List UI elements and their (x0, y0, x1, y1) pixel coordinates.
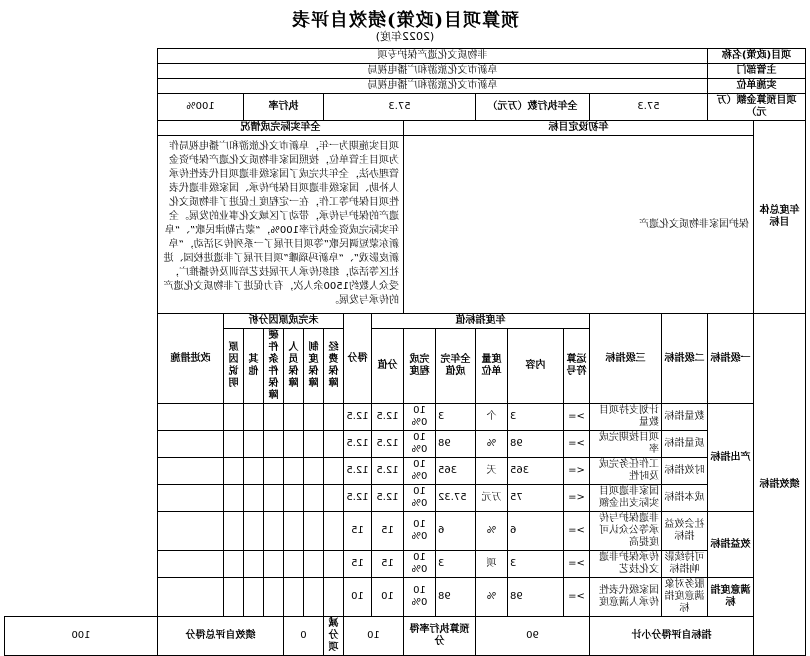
reason-cell (323, 431, 343, 458)
deduct-label: 减分项 (323, 617, 343, 656)
actual-cell: 98 (435, 578, 475, 617)
exec-score-value: 10 (343, 617, 403, 656)
reason-cell (243, 551, 263, 578)
total-value: 100 (5, 617, 158, 656)
op-header: 运算符号 (563, 329, 589, 404)
reason-cell (303, 404, 323, 431)
reason-cell (323, 551, 343, 578)
reason-cell (283, 404, 303, 431)
level1-satisfaction: 满意度指标 (707, 578, 753, 617)
reason-cell (263, 578, 283, 617)
reason-cell (303, 512, 323, 551)
reason-group-header: 未完成原因分析 (223, 314, 343, 329)
deduct-value: 0 (283, 617, 323, 656)
evaluation-table (4, 48, 806, 656)
row-dept (5, 64, 806, 79)
unit-cell: % (475, 578, 507, 617)
weight-header: 分值 (371, 329, 403, 404)
weight-cell: 15 (371, 512, 403, 551)
reason-cell (323, 578, 343, 617)
table-row (5, 485, 806, 512)
reason-cell (303, 431, 323, 458)
reason-cell (323, 458, 343, 485)
completion-cell: 100% (403, 551, 435, 578)
actual-cell: 57.32 (435, 485, 475, 512)
completion-cell: 100% (403, 431, 435, 458)
table-row (5, 458, 806, 485)
unit-label: 实施单位 (707, 79, 805, 94)
reason-staff-header: 人员保障 (283, 329, 303, 404)
dept-value: 阜新市文化旅游和广播电视局 (157, 64, 707, 79)
table-row (5, 551, 806, 578)
op-cell: <= (563, 485, 589, 512)
op-cell: >= (563, 512, 589, 551)
score-cell: 12.5 (343, 404, 371, 431)
reason-cell (263, 404, 283, 431)
reason-cell (243, 431, 263, 458)
content-cell: 75 (507, 485, 563, 512)
unit-cell: 项 (475, 551, 507, 578)
completion-header-cell: 完成程度 (403, 329, 435, 404)
level2-cell: 可持续影响指标 (661, 551, 707, 578)
reason-cell (323, 512, 343, 551)
actual-label: 全年执行数（万元） (475, 94, 589, 121)
weight-cell: 12.5 (371, 458, 403, 485)
actual-cell: 365 (435, 458, 475, 485)
content-cell: 3 (507, 551, 563, 578)
unit-cell: 个 (475, 404, 507, 431)
reason-cell (243, 458, 263, 485)
level3-header: 三级指标 (589, 314, 661, 404)
completion-text: 项目实施期为一年，阜新市文化旅游和广播电视局作为项目主管单位，按照国家非物质文化遗产保护资金管理办法，全年共完成了国家级非遗项目代表性传承人补助、国家级非遗项目保护传承、国家级非遗代表性项目保护等工作，在一定程度上促进了非物质文化遗产的保护与传承，带动了区域文化事业的发展。全年实际完成资金执行率100%，“蒙古勒津民歌”、“阜新东蒙短调民歌”等项目开展了一系列传习活动，“阜新皮影戏”、“阜新玛瑙雕”项目开展了非遗进校园、进社区等活动，组织传承人开展技艺培训及传播推广，受众人数约1500余人次，有力促进了非物质文化遗产的传承与发展。 (157, 136, 403, 314)
level2-cell: 数量指标 (661, 404, 707, 431)
table-row (5, 404, 806, 431)
score-cell: 12.5 (343, 431, 371, 458)
budget-value: 57.3 (589, 94, 707, 121)
score-cell: 12.5 (343, 485, 371, 512)
reason-cell (303, 458, 323, 485)
row-unit (5, 79, 806, 94)
content-header: 内容 (507, 329, 563, 404)
weight-cell: 10 (371, 578, 403, 617)
actual-cell: 3 (435, 404, 475, 431)
reason-cell (303, 578, 323, 617)
level3-cell: 国家非遗项目实际支出金额 (589, 485, 661, 512)
weight-cell: 12.5 (371, 485, 403, 512)
reason-cell (323, 485, 343, 512)
measures-cell (157, 458, 223, 485)
measures-cell (157, 404, 223, 431)
reason-cell (243, 578, 263, 617)
weight-cell: 15 (371, 551, 403, 578)
reason-cell (263, 512, 283, 551)
level1-effect: 效益指标 (707, 512, 753, 578)
content-cell: 3 (507, 404, 563, 431)
measures-cell (157, 431, 223, 458)
level1-output: 产出指标 (707, 404, 753, 512)
row-budget (5, 94, 806, 121)
reason-cell (283, 512, 303, 551)
unit-cell: % (475, 512, 507, 551)
reason-cell (223, 512, 243, 551)
row-indicator-head-1 (5, 314, 806, 329)
page-subtitle: (2022年度) (375, 30, 435, 43)
level3-cell: 项目按期完成率 (589, 431, 661, 458)
unit-value: 阜新市文化旅游和广播电视局 (157, 79, 707, 94)
reason-cell (263, 458, 283, 485)
reason-cell (223, 458, 243, 485)
actual-value: 57.3 (323, 94, 475, 121)
level2-cell: 成本指标 (661, 485, 707, 512)
planned-goal-text: 保护国家非物质文化遗产 (403, 136, 753, 314)
annual-goal-label: 年度总体目标 (754, 121, 806, 314)
reason-cell (283, 551, 303, 578)
reason-cell (243, 512, 263, 551)
reason-cell (223, 485, 243, 512)
actual-cell: 6 (435, 512, 475, 551)
op-cell: >= (563, 578, 589, 617)
actual-header: 全年完成值 (435, 329, 475, 404)
actual-cell: 98 (435, 431, 475, 458)
table-row (5, 578, 806, 617)
level3-cell: 国家级代表性传承人满意度 (589, 578, 661, 617)
row-footer (5, 617, 806, 656)
level2-cell: 质量指标 (661, 431, 707, 458)
reason-cell (243, 404, 263, 431)
score-header: 得分 (343, 314, 371, 404)
reason-system-header: 制度保障 (303, 329, 323, 404)
reason-cell (223, 578, 243, 617)
subtotal-value: 90 (475, 617, 589, 656)
content-cell: 6 (507, 512, 563, 551)
level2-cell: 服务对象满意度指标 (661, 578, 707, 617)
completion-cell: 100% (403, 458, 435, 485)
score-cell: 15 (343, 512, 371, 551)
unit-cell: 万元 (475, 485, 507, 512)
level3-cell: 非遗保护与传承等公众认可度提高 (589, 512, 661, 551)
measures-cell (157, 485, 223, 512)
unit-header: 度量单位 (475, 329, 507, 404)
reason-cell (303, 485, 323, 512)
reason-funding-header: 经费保障 (323, 329, 343, 404)
content-cell: 365 (507, 458, 563, 485)
row-goal-text (5, 136, 806, 314)
reason-cell (223, 404, 243, 431)
score-cell: 10 (343, 578, 371, 617)
row-project-name (5, 49, 806, 64)
budget-label: 项目预算金额（万元） (707, 94, 805, 121)
reason-cell (283, 431, 303, 458)
project-name-label: 项目(政策)名称 (707, 49, 805, 64)
indicators-section-label: 绩效指标 (754, 314, 806, 656)
exec-score-label: 预算执行率得分 (403, 617, 475, 656)
completion-header: 全年实际完成情况 (157, 121, 403, 136)
measures-header: 改进措施 (157, 314, 223, 404)
reason-cell (283, 578, 303, 617)
page-title: 预算项目(政策)绩效自评表 (290, 10, 520, 31)
reason-cell (283, 458, 303, 485)
unit-cell: 天 (475, 458, 507, 485)
content-cell: 98 (507, 578, 563, 617)
level1-header: 一级指标 (707, 314, 753, 404)
actual-cell: 3 (435, 551, 475, 578)
reason-cell (283, 485, 303, 512)
level3-cell: 工作任务完成及时性 (589, 458, 661, 485)
op-cell: >= (563, 431, 589, 458)
score-cell: 15 (343, 551, 371, 578)
level2-cell: 时效指标 (661, 458, 707, 485)
reason-other-header: 其他 (243, 329, 263, 404)
score-cell: 12.5 (343, 458, 371, 485)
planned-goal-header: 年初设定目标 (403, 121, 753, 136)
reason-cell (223, 551, 243, 578)
reason-cell (243, 485, 263, 512)
reason-cell (263, 431, 283, 458)
level3-cell: 计划支持项目数量 (589, 404, 661, 431)
reason-cell (263, 551, 283, 578)
rate-label: 执行率 (243, 94, 323, 121)
weight-cell: 12.5 (371, 404, 403, 431)
weight-cell: 12.5 (371, 431, 403, 458)
reason-hardware-header: 硬件条件保障 (263, 329, 283, 404)
op-cell: >= (563, 404, 589, 431)
rate-value: 100% (157, 94, 243, 121)
target-group-header: 年度指标值 (371, 314, 589, 329)
completion-cell: 100% (403, 512, 435, 551)
table-row (5, 431, 806, 458)
reason-note-header: 原因说明 (223, 329, 243, 404)
op-cell: >= (563, 551, 589, 578)
content-cell: 98 (507, 431, 563, 458)
measures-cell (157, 578, 223, 617)
subtotal-label: 指标自评得分小计 (589, 617, 753, 656)
reason-cell (263, 485, 283, 512)
table-row (5, 512, 806, 551)
row-goal-headers (5, 121, 806, 136)
reason-cell (303, 551, 323, 578)
project-name-value: 非物质文化遗产保护专项 (157, 49, 707, 64)
level2-header: 二级指标 (661, 314, 707, 404)
level2-cell: 社会效益指标 (661, 512, 707, 551)
op-cell: <= (563, 458, 589, 485)
unit-cell: % (475, 431, 507, 458)
reason-cell (223, 431, 243, 458)
measures-cell (157, 551, 223, 578)
completion-cell: 100% (403, 485, 435, 512)
level3-cell: 传承保护非遗文化技艺 (589, 551, 661, 578)
dept-label: 主管部门 (707, 64, 805, 79)
reason-cell (323, 404, 343, 431)
total-label: 绩效自评总得分 (157, 617, 283, 656)
completion-cell: 100% (403, 404, 435, 431)
completion-cell: 100% (403, 578, 435, 617)
measures-cell (157, 512, 223, 551)
